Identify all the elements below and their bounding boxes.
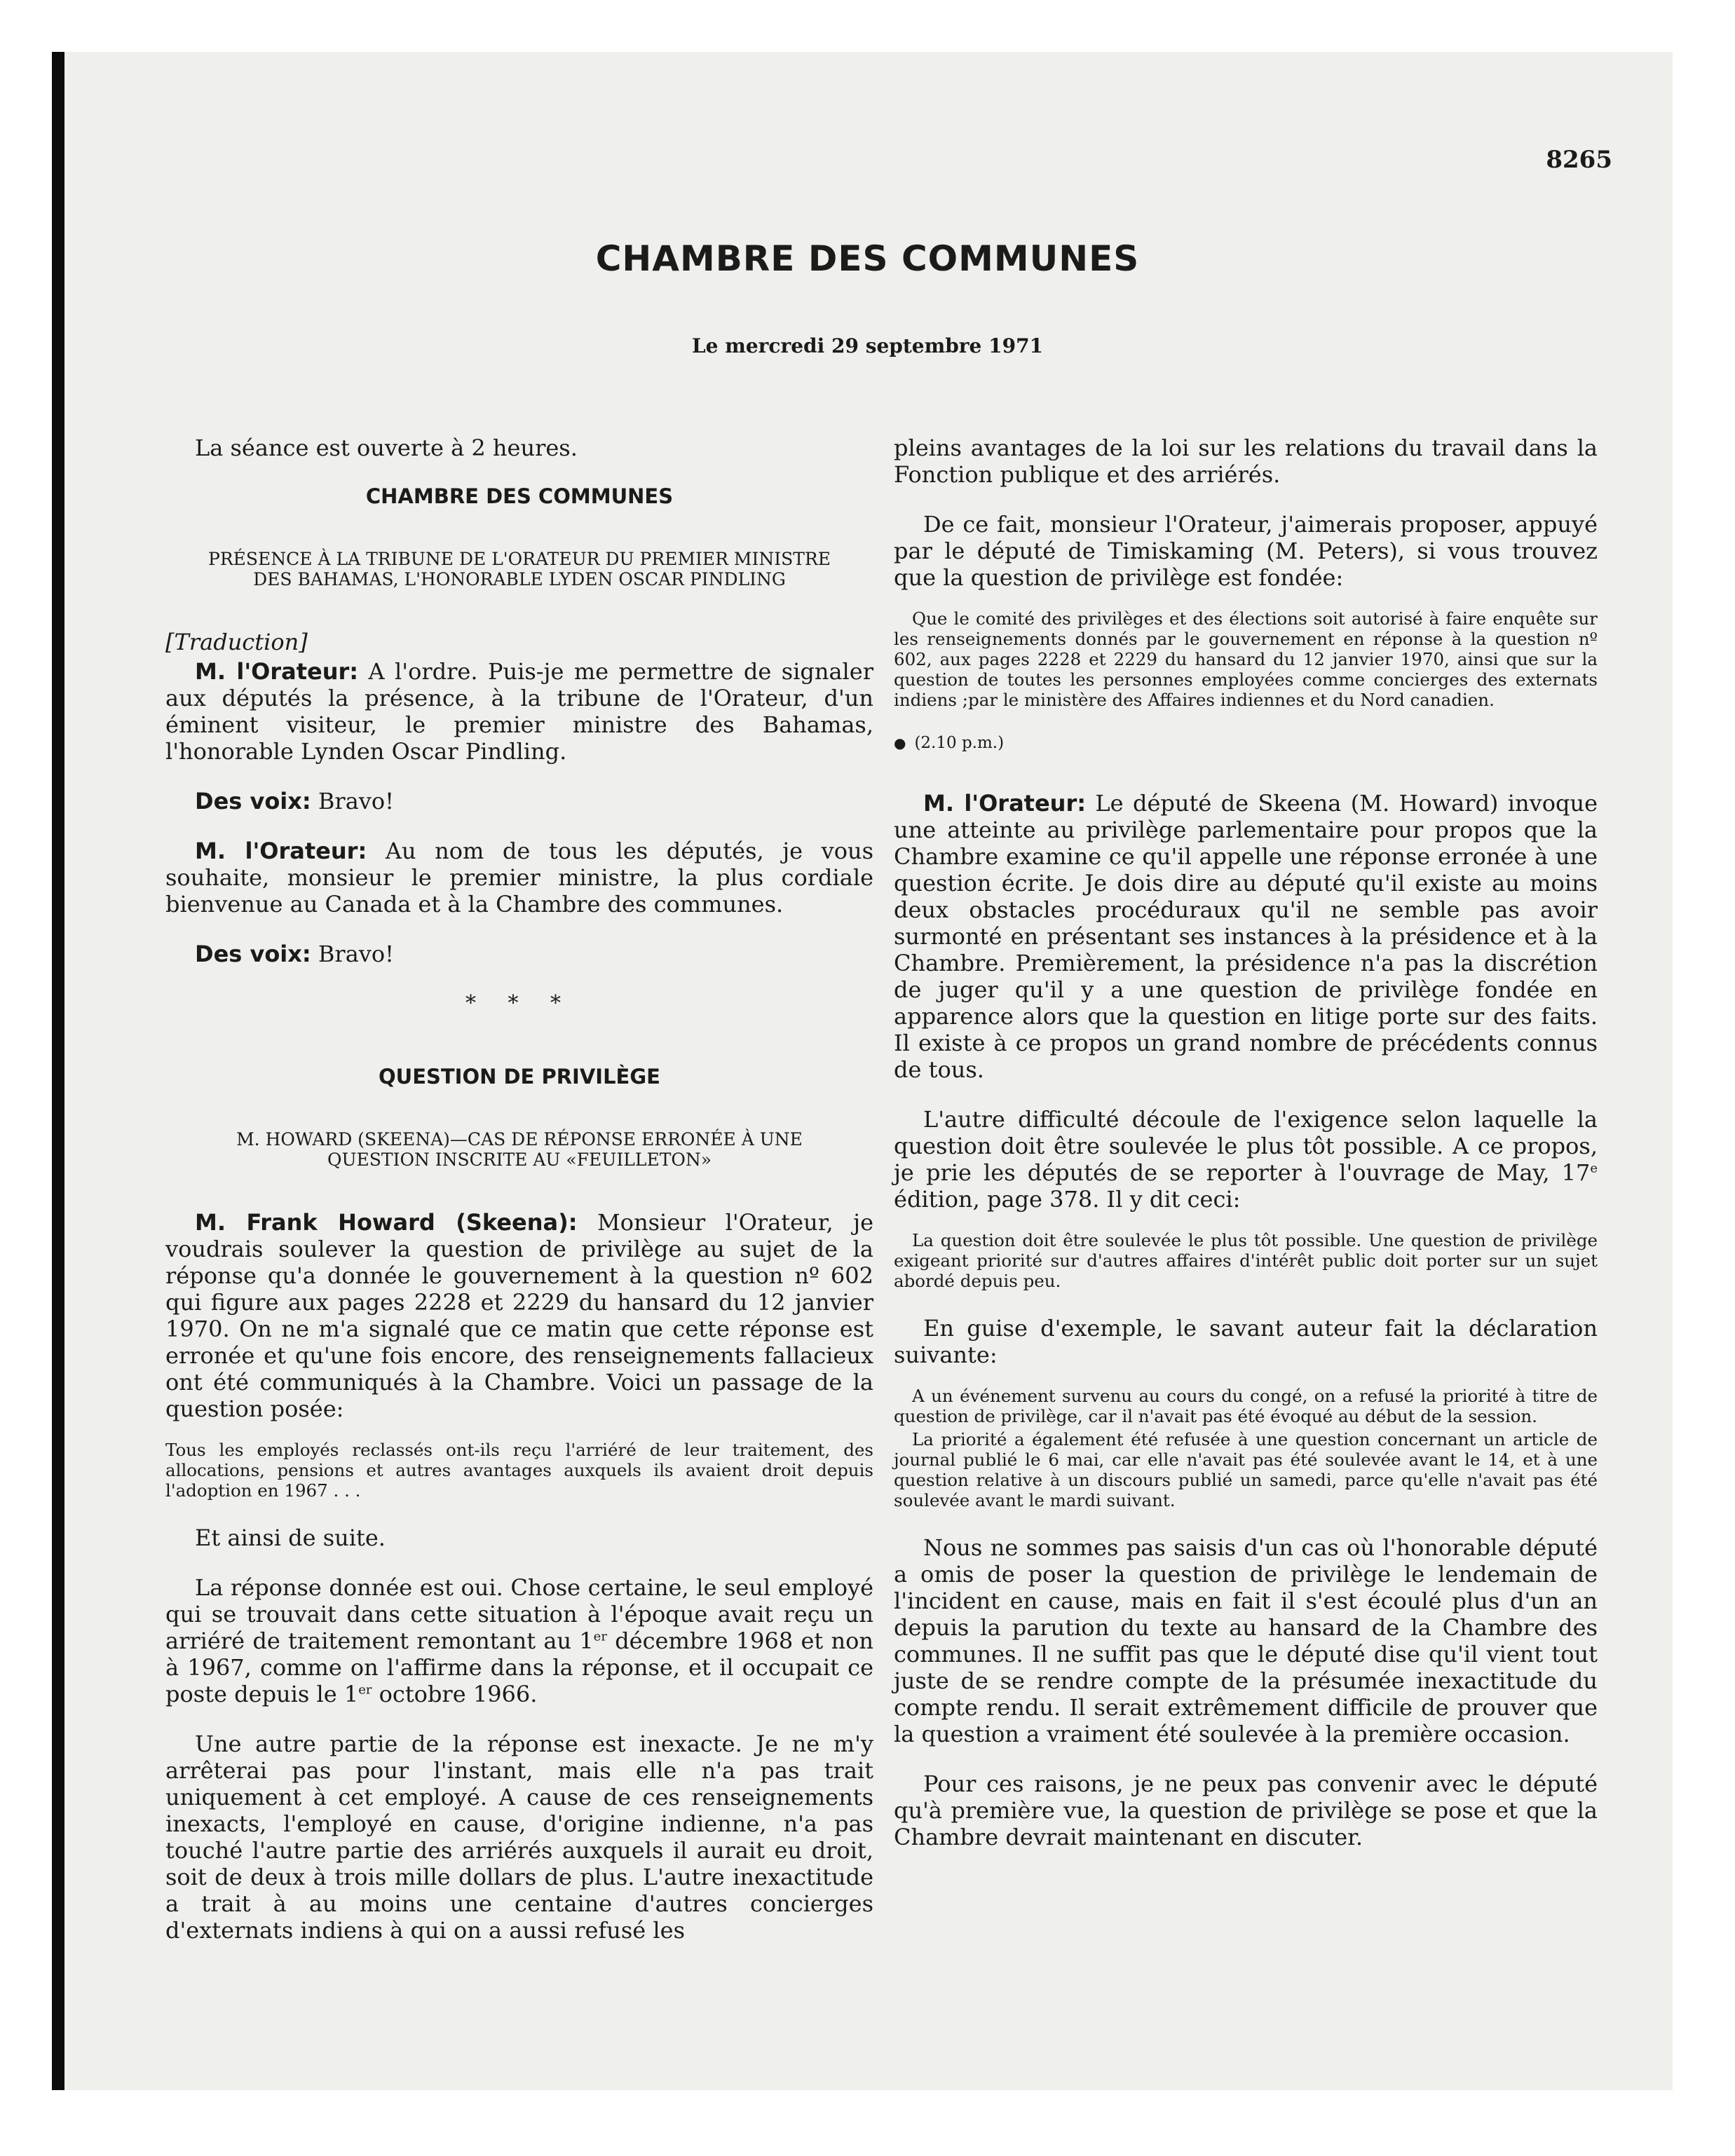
scan-edge xyxy=(52,52,64,2090)
paragraph-difficulty-part: édition, page 378. Il y dit ceci: xyxy=(894,1186,1241,1213)
paragraph-answer-part: décembre 1968 et non à 1967, comme on l'affirme dans la réponse, et il occupait ce poste depuis le 1 xyxy=(165,1628,873,1707)
speech-text: Bravo! xyxy=(318,788,394,814)
quoted-example-2: La priorité a également été refusée à une question concernant un article de journal publié le 6 mai, car elle n'avait pas été soulevée avant le 14, et à une question relative à un discours publié un samedi, parce qu'elle n'avait pas été soulevée avant le mardi suivant. xyxy=(894,1429,1598,1510)
superscript: er xyxy=(593,1629,607,1644)
paragraph-inaccuracy: Une autre partie de la réponse est inexacte. Je ne m'y arrêterai pas pour l'instant, mais elle n'a pas trait uniquement à cet employé. A cause de ces renseignements inexacts, l'employé en cause, d'origine indienne, n'a pas touché l'autre partie des arriérés auxquels il aurait eu droit, soit de deux à trois mille dollars de plus. L'autre inexactitude a trait à au moins une centaine d'autres concierges d'externats indiens à qui on a aussi refusé les xyxy=(165,1731,873,1944)
speech-speaker-ruling xyxy=(894,790,1598,1083)
time-marker xyxy=(894,734,1598,752)
translation-note: [Traduction] xyxy=(165,629,308,655)
speaker-name: M. l'Orateur: xyxy=(195,658,359,685)
section-heading-chamber: CHAMBRE DES COMMUNES xyxy=(365,484,674,508)
paragraph-difficulty xyxy=(894,1106,1598,1213)
section-heading-privilege: QUESTION DE PRIVILÈGE xyxy=(379,1065,660,1089)
speaker-name: M. Frank Howard (Skeena): xyxy=(195,1209,578,1236)
paragraph-answer-part: La réponse donnée est oui. Chose certaine, le seul employé qui se trouvait dans cette situation à l'époque avait reçu un arriéré de traitement remontant au 1 xyxy=(165,1574,873,1654)
page-number: 8265 xyxy=(1546,146,1612,174)
right-column xyxy=(894,435,1598,1874)
paragraph-difficulty-part: L'autre difficulté découle de l'exigence selon laquelle la question doit être soulevée le plus tôt possible. A ce propos, je prie les députés de se reporter à l'ouvrage de May, 17 xyxy=(894,1106,1598,1186)
time-marker-text: (2.10 p.m.) xyxy=(914,734,1005,752)
page-title: CHAMBRE DES COMMUNES xyxy=(595,238,1140,279)
speaker-name: M. l'Orateur: xyxy=(195,838,367,864)
speech-text: Au nom de tous les députés, je vous souhaite, monsieur le premier ministre, la plus cordiale bienvenue au Canada et à la Chambre des communes. xyxy=(165,838,874,917)
speaker-name: Des voix: xyxy=(195,941,311,967)
paragraph-etc: Et ainsi de suite. xyxy=(195,1524,386,1551)
bullet-icon: ● xyxy=(894,735,906,751)
speech-voices-2 xyxy=(165,941,873,967)
paragraph-answer-part: octobre 1966. xyxy=(372,1681,538,1707)
section-subheading-visitor: PRÉSENCE À LA TRIBUNE DE L'ORATEUR DU PREMIER MINISTRE DES BAHAMAS, L'HONORABLE LYDEN OSCAR PINDLING xyxy=(208,549,831,589)
superscript: er xyxy=(358,1682,372,1698)
speech-voices-1 xyxy=(165,788,873,814)
quoted-example-1: A un événement survenu au cours du congé, on a refusé la priorité à titre de question de privilège, car il n'avait pas été évoqué au début de la session. xyxy=(894,1386,1598,1426)
superscript: e xyxy=(1590,1161,1598,1176)
speech-text: A l'ordre. Puis-je me permettre de signaler aux députés la présence, à la tribune de l'Orateur, d'un éminent visiteur, le premier ministre des Bahamas, l'honorable Lynden Oscar Pindling. xyxy=(165,658,874,765)
speech-text: Bravo! xyxy=(318,941,394,967)
paragraph-continued: pleins avantages de la loi sur les relations du travail dans la Fonction publique et des arriérés. xyxy=(894,435,1598,488)
paragraph-proposal: De ce fait, monsieur l'Orateur, j'aimerais proposer, appuyé par le député de Timiskaming (M. Peters), si vous trouvez que la question de privilège est fondée: xyxy=(894,511,1598,591)
opening-line: La séance est ouverte à 2 heures. xyxy=(195,435,578,461)
speech-text: Le député de Skeena (M. Howard) invoque une atteinte au privilège parlementaire pour propos que la Chambre examine ce qu'il appelle une réponse erronée à une question écrite. Je dois dire au député qu'il existe au moins deux obstacles procéduraux qu'il ne semble pas avoir surmonté en présentant ses instances à la présidence et à la Chambre. Premièrement, la présidence n'a pas la discrétion de juger qu'il y a une question de privilège fondée en apparence alors que la question en litige porte sur des faits. Il existe à ce propos un grand nombre de précédents connus de tous. xyxy=(894,790,1598,1083)
paragraph-example: En guise d'exemple, le savant auteur fait la déclaration suivante: xyxy=(894,1315,1598,1368)
sitting-date: Le mercredi 29 septembre 1971 xyxy=(691,334,1044,357)
section-separator: * * * xyxy=(465,991,574,1016)
left-column xyxy=(165,435,873,1967)
paragraph-case: Nous ne sommes pas saisis d'un cas où l'honorable député a omis de poser la question de privilège le lendemain de l'incident en cause, mais en fait il s'est écoulé plus d'un an depuis la parution du texte au hansard de la Chambre des communes. Il ne suffit pas que le député dise qu'il vient tout juste de se rendre compte de la présumée inexactitude du compte rendu. Il serait extrêmement difficile de prouver que la question a vraiment été soulevée à la première occasion. xyxy=(894,1534,1598,1747)
speech-howard xyxy=(165,1209,873,1422)
motion-text: Que le comité des privilèges et des élections soit autorisé à faire enquête sur les renseignements donnés par le gouvernement en réponse à la question nº 602, aux pages 2228 et 2229 du hansard du 12 janvier 1970, ainsi que sur la question de toutes les personnes employées comme concierges des externats indiens ;par le ministère des Affaires indiennes et du Nord canadien. xyxy=(894,608,1598,710)
speaker-name: M. l'Orateur: xyxy=(923,790,1087,817)
speech-speaker-2 xyxy=(165,838,873,917)
speaker-name: Des voix: xyxy=(195,788,311,814)
quoted-may-rule: La question doit être soulevée le plus tôt possible. Une question de privilège exigeant priorité sur d'autres affaires d'intérêt public doit porter sur un sujet abordé depuis peu. xyxy=(894,1230,1598,1291)
speech-speaker-1 xyxy=(165,658,873,765)
paragraph-answer xyxy=(165,1574,873,1707)
speech-text: Monsieur l'Orateur, je voudrais soulever la question de privilège au sujet de la réponse qu'a donnée le gouvernement à la question nº 602 qui figure aux pages 2228 et 2229 du hansard du 12 janvier 1970. On ne m'a signalé que ce matin que cette réponse est erronée et qu'une fois encore, des renseignements fallacieux ont été communiqués à la Chambre. Voici un passage de la question posée: xyxy=(165,1209,874,1422)
paragraph-conclusion: Pour ces raisons, je ne peux pas convenir avec le député qu'à première vue, la question de privilège se pose et que la Chambre devrait maintenant en discuter. xyxy=(894,1770,1598,1850)
section-subheading-howard: M. HOWARD (SKEENA)—CAS DE RÉPONSE ERRONÉE À UNE QUESTION INSCRITE AU «FEUILLETON» xyxy=(236,1129,803,1170)
quoted-question: Tous les employés reclassés ont-ils reçu l'arriéré de leur traitement, des allocations, pensions et autres avantages auxquels ils avaient droit depuis l'adoption en 1967 . . . xyxy=(165,1440,873,1501)
